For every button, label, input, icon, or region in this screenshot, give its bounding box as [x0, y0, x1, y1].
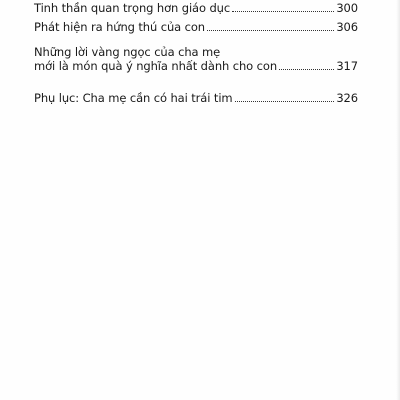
toc-entry-line	[34, 45, 358, 59]
toc-entry-title: mới là món quà ý nghĩa nhất dành cho con	[34, 59, 278, 73]
toc-entry-page: 306	[336, 20, 358, 34]
toc-entry	[34, 45, 358, 73]
dot-leader	[232, 11, 334, 12]
toc-entry-title: Tinh thần quan trọng hơn giáo dục	[34, 1, 231, 15]
toc-entry-page: 317	[336, 59, 358, 73]
dot-leader	[279, 69, 334, 70]
dot-leader	[207, 30, 334, 31]
toc-entry-line	[34, 1, 358, 15]
toc-entry-title: Phát hiện ra hứng thú của con	[34, 20, 205, 34]
toc-entry-title-line1: Những lời vàng ngọc của cha mẹ	[34, 45, 221, 59]
toc-entry-title: Phụ lục: Cha mẹ cần có hai trái tim	[34, 91, 233, 105]
toc-entry	[34, 91, 358, 105]
page-edge-shadow	[396, 0, 400, 400]
toc-entry-line	[34, 91, 358, 105]
toc-entry	[34, 1, 358, 15]
toc-entry-line	[34, 59, 358, 73]
dot-leader	[235, 101, 335, 102]
toc-entry	[34, 20, 358, 34]
toc-entry-page: 326	[336, 91, 358, 105]
toc-entry-line	[34, 20, 358, 34]
toc-entry-page: 300	[336, 1, 358, 15]
